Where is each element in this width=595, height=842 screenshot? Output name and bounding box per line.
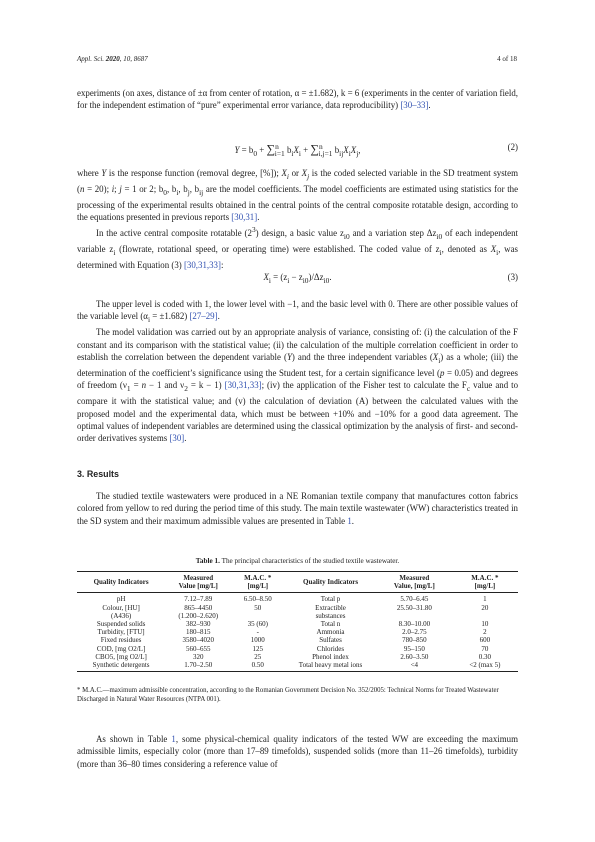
table-cell: 1000 [250, 636, 265, 645]
table-cell: 70 [481, 644, 489, 653]
table-cell: 6.50–8.50 [243, 595, 272, 604]
table-cell: Fixed residues [100, 636, 142, 645]
table-cell: 2.0–2.75 [402, 628, 427, 637]
citation-link[interactable]: [30,31,33] [224, 380, 262, 391]
citation-link[interactable]: [30,31,33] [183, 259, 221, 270]
header-mac: M.A.C. * [mg/L] [244, 574, 272, 591]
journal-year: 2020 [105, 55, 120, 63]
table-cell: substances [315, 611, 346, 620]
characteristics-table [77, 571, 518, 672]
table-cell: 1.70–2.50 [184, 661, 213, 670]
running-header [77, 55, 517, 63]
table-cell: 35 (60) [247, 620, 268, 629]
table-row [77, 604, 518, 612]
table-cell: Ammonia [316, 628, 345, 637]
equation-3-number: (3) [507, 272, 518, 282]
table-cell: 320 [193, 652, 204, 661]
equation-2-expression: $Y = b_0 + \sum^n_{i=1}$ $b_iX_i + \sum^n_{i,j=1}$ $b_{ij}X_iX_j$, [234, 142, 361, 158]
table-cell: 8.30–10.00 [398, 620, 431, 629]
table-cell: <2 (max 5) [469, 661, 501, 670]
table-row [77, 593, 518, 604]
table-cell: 25.50–31.80 [396, 603, 432, 612]
table-cell: 2 [483, 628, 487, 637]
table-cell: Total p [320, 595, 341, 604]
table-cell: 560–655 [186, 644, 211, 653]
table-row [77, 636, 518, 644]
table-cell: pH [116, 595, 126, 604]
paragraph-variables: where Y is the response function (removal degree, [%]); $X_i$ or $X_j$ is the coded selected variable in the SD treatment system (n = 20); i; j = 1 or 2; $b_0$, $b_i$, $b_j$, $b_{ij}$ are the model coefficients. The model coefficients are estimated using statistics for the processing of the experimental results obtained in the central points of the central composite rotatable design, according to the equations presented in previous reports [30,31]. In the active central composite rotatable $(2^3)$ design, a basic value $z_{i0}$ and a variation step $\Delta z_{i0}$ of each independent variable $z_i$ (flowrate, rotational speed, or operating time) were established. The coded value of $z_i$, denoted as $X_i$, was determined with Equation (3) [30,31,33]: [77, 168, 519, 270]
table-cell: 382–930 [186, 620, 211, 629]
table-cell: Suspended solids [96, 620, 146, 629]
table-cell: 2.60–3.50 [400, 652, 429, 661]
table-cell: Total n [320, 620, 341, 629]
table-row [77, 628, 518, 636]
table-cell: Sulfates [319, 636, 342, 645]
table-cell: 10 [481, 620, 489, 629]
table-cell: 0.50 [251, 661, 264, 670]
equation-2 [77, 142, 518, 156]
paragraph-design: experiments (on axes, distance of ±α from center of rotation, α = ±1.682), k = 6 (experiments in the center of variation field, for the independent estimation of “pure” experimental error variance, data reproducibility) [30–33]. [77, 88, 518, 111]
equation-3-expression: $X_i = (z_i - z_{i0})/\Delta z_{i0}$. [263, 272, 332, 285]
equation-2-number: (2) [507, 142, 518, 152]
table-row [77, 645, 518, 653]
table-cell: 180–815 [186, 628, 211, 637]
citation-link[interactable]: [30–33] [400, 100, 429, 111]
table-cell [231, 612, 284, 620]
section-heading: 3. Results [77, 469, 119, 479]
table-cell [377, 612, 452, 620]
table-caption: Table 1. The principal characteristics of the studied textile wastewater. [195, 557, 400, 565]
table-cell: 5.70–6.45 [400, 595, 429, 604]
table-link[interactable]: 1 [347, 515, 352, 526]
table-cell: 865–4450 [184, 603, 213, 612]
table-row [77, 661, 518, 672]
table-cell: 125 [252, 644, 264, 653]
table-row [77, 612, 518, 620]
table-cell: 1 [483, 595, 487, 604]
page-number: 4 of 18 [497, 55, 517, 63]
paragraph-results: The studied textile wastewaters were produced in a NE Romanian textile company that manufactures cotton fabrics colored from yellow to red during the period time of this study. The main textile wastewater (WW) characteristics treated in the SD system and their maximum admissible values are presented in Table 1. [77, 491, 518, 526]
table-cell: Extractible [315, 603, 346, 612]
table-cell: 600 [479, 636, 491, 645]
table-cell: Turbidity, [FTU] [97, 628, 145, 637]
paragraph-levels: The upper level is coded with 1, the lower level with −1, and the basic level with 0. There are other possible values of the variable level $(\alpha_i = \pm 1.682)$ [27–29]. The model validation was carried out by an appropriate analysis of variance, consisting of: (i) the calculation of the F constant and its comparison with the statistical value; (ii) the calculation of the multiple correlation coefficient in order to establish the correlation between the dependent variable (Y) and the three independent variables $(X_i)$ as a whole; (iii) the determination of the coefficient’s significance using the Student test, for a certain significance level (p = 0.05) and degrees of freedom ($\nu_1 = n - 1$ and $\nu_2 = k - 1$) [30,31,33]; (iv) the application of the Fisher test to calculate the $F_c$ value and to compare it with the statistical value; and (v) the calculation of deviation (A) between the calculated values with the proposed model and the experimental data, which must be between +10% and −10% for a good data agreement. The optimal values of independent variables are determined using the classical optimization by the analysis of first- and second-order derivatives systems [30]. [77, 299, 519, 444]
table-cell: COD, [mg O2/L] [96, 644, 146, 653]
table-cell: (1.200–2.620) [178, 611, 219, 620]
table-row [77, 620, 518, 628]
table-cell [452, 612, 518, 620]
journal-volume: , 10, 8687 [119, 55, 148, 63]
header-quality-indicators: Quality Indicators [303, 578, 359, 587]
table-cell: - [256, 628, 259, 637]
header-measured-value: Measured Value [mg/L] [178, 574, 218, 591]
paragraph-discussion: As shown in Table 1, some physical-chemical quality indicators of the tested WW are exceeding the maximum admissible limits, especially color (more than 17–89 timefolds), suspended solids (more than 11–26 timefolds), turbidity (more than 36–80 times considering a reference value of [77, 734, 518, 769]
header-measured-value: Measured Value, [mg/L] [393, 574, 435, 591]
table-cell: 7.12–7.89 [184, 595, 213, 604]
table-cell: (A436) [110, 611, 132, 620]
table-cell: CBO5, [mg O2/L] [95, 652, 147, 661]
table-cell: 95–150 [403, 644, 425, 653]
table-footnote: * M.A.C.—maximum admissible concentration, according to the Romanian Government Decision No. 352/2005: Technical Norms for Treated Wastewater Discharged in Natural Water Resources (NTPA 001). [77, 687, 499, 703]
table-link[interactable]: 1 [171, 734, 176, 744]
table-cell: 20 [481, 603, 489, 612]
table-header-row [77, 572, 518, 593]
table-row [77, 653, 518, 661]
table-cell: <4 [410, 661, 419, 670]
table-cell: Synthetic detergents [92, 661, 150, 670]
table-cell: 50 [254, 603, 262, 612]
table-cell: Chlorides [316, 644, 345, 653]
equation-3 [77, 272, 518, 286]
table-cell: 780–850 [402, 636, 427, 645]
table-cell: 3580–4020 [182, 636, 214, 645]
table-cell: 25 [254, 652, 262, 661]
table-cell: 0.30 [478, 652, 492, 661]
header-mac: M.A.C. * [mg/L] [471, 574, 499, 591]
citation-link[interactable]: [30] [169, 433, 185, 444]
table-cell: Phenol index [312, 652, 349, 661]
journal-name: Appl. Sci. [77, 55, 105, 63]
table-cell: Colour, [HU] [102, 603, 140, 612]
table-cell: Total heavy metal ions [298, 661, 363, 670]
header-quality-indicators: Quality Indicators [93, 578, 149, 587]
citation-link[interactable]: [27–29] [189, 311, 218, 322]
citation-link[interactable]: [30,31] [231, 212, 258, 223]
